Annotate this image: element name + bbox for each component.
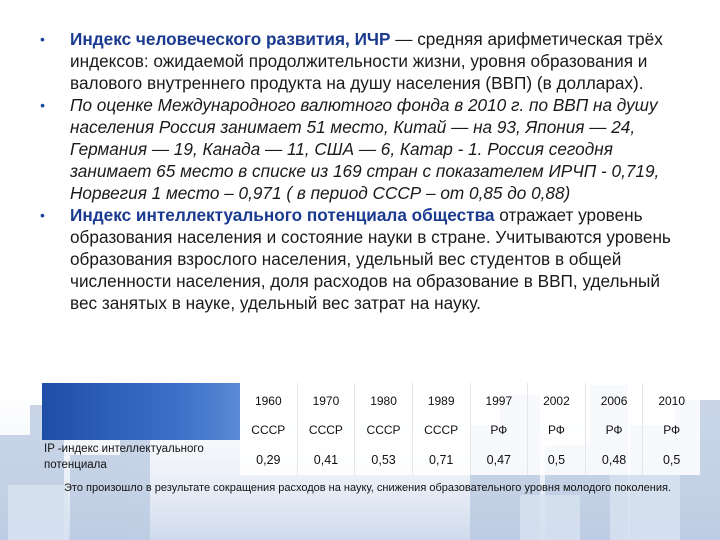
table-column — [240, 383, 297, 475]
state-cell: СССР — [308, 423, 343, 437]
value-cell: 0,47 — [486, 453, 511, 467]
value-cell: 0,5 — [547, 453, 566, 467]
year-cell: 1960 — [254, 394, 282, 408]
table-row-label: IP -индекс интеллектуального потенциала — [44, 443, 204, 471]
year-cell: 1970 — [312, 394, 340, 408]
value-cell: 0,53 — [371, 453, 396, 467]
year-cell: 1989 — [427, 394, 455, 408]
year-cell: 2010 — [658, 394, 686, 408]
table-header-bar — [42, 383, 240, 440]
bullet-text: отражает уровень образования населения и состояние науки в стране. Учитываются уровень образования взрослого населения, удельный вес студентов в общей численности населения, доля расходов на образование в ВВП, удельный вес занятых в науке, удельный вес затрат на науку. — [70, 205, 671, 313]
ip-index-table — [42, 383, 700, 475]
table-column — [642, 383, 700, 475]
state-cell: СССР — [366, 423, 401, 437]
table-columns — [240, 383, 700, 475]
value-cell: 0,29 — [256, 453, 281, 467]
state-cell: СССР — [251, 423, 286, 437]
state-cell: РФ — [490, 423, 508, 437]
year-cell: 1980 — [370, 394, 397, 408]
state-cell: РФ — [605, 423, 623, 437]
value-cell: 0,48 — [601, 453, 627, 467]
term-highlight: Индекс человеческого развития, ИЧР — [70, 29, 391, 49]
bullet-text: По оценке Международного валютного фонда в 2010 г. по ВВП на душу населения Россия занимает 51 место, Китай — на 93, Япония — 24, Германия — 19, Канада — 11, США — 6, Катар - 1. Россия сегодня занимает 65 место в списке из 169 стран с показателем ИРЧП - 0,719, Норвегия 1 место – 0,971 ( в период СССР – от 0,85 до 0,88) — [70, 95, 660, 203]
bullet-item-hdi — [40, 28, 680, 94]
bullet-dot-icon: • — [40, 207, 45, 223]
value-cell: 0,41 — [313, 453, 339, 467]
table-column — [585, 383, 643, 475]
state-cell: РФ — [663, 423, 681, 437]
table-column — [412, 383, 470, 475]
table-column — [297, 383, 355, 475]
state-cell: РФ — [547, 423, 565, 437]
term-highlight: Индекс интеллектуального потенциала общества — [70, 205, 495, 225]
table-column — [354, 383, 412, 475]
bullet-dot-icon: • — [40, 97, 45, 113]
value-cell: 0,71 — [429, 453, 454, 467]
state-cell: СССР — [424, 423, 459, 437]
year-cell: 1997 — [485, 394, 513, 408]
bullet-list — [40, 28, 680, 314]
table-column — [470, 383, 528, 475]
year-cell: 2006 — [600, 394, 628, 408]
footnote: Это произошло в результате сокращения расходов на науку, снижения образовательного уровня молодого поколения. — [64, 482, 671, 494]
bullet-text: — средняя арифметическая трёх индексов: ожидаемой продолжительности жизни, уровня образования и валового внутреннего продукта на душу населения (ВВП) (в долларах). — [70, 29, 663, 93]
year-cell: 2002 — [543, 394, 570, 408]
bullet-dot-icon: • — [40, 31, 45, 47]
bullet-item-intellect — [40, 204, 680, 314]
table-column — [527, 383, 585, 475]
bullet-item-imf — [40, 94, 680, 204]
value-cell: 0,5 — [662, 453, 681, 467]
